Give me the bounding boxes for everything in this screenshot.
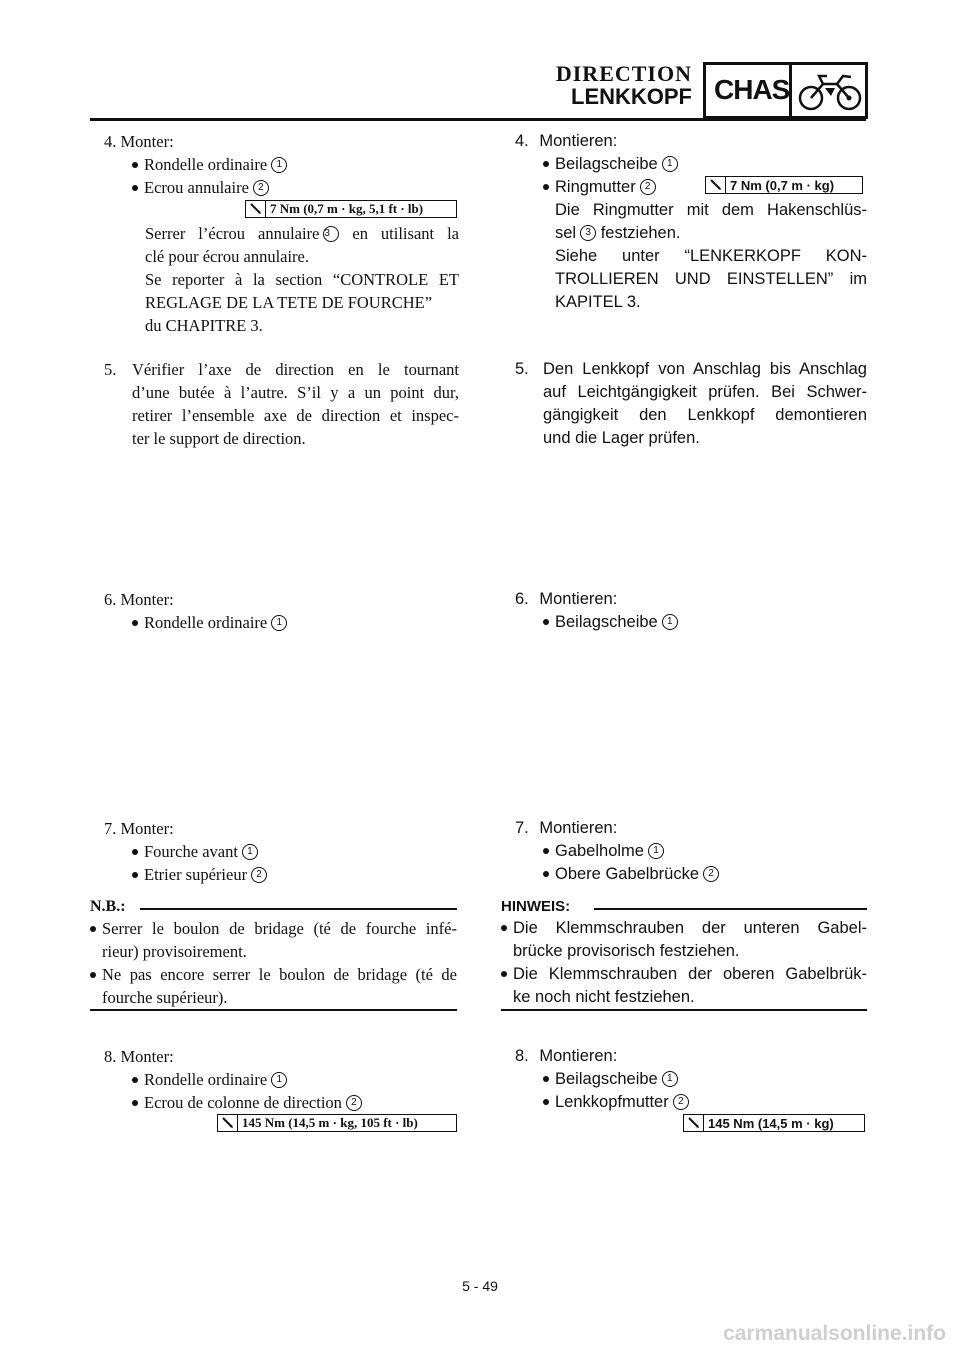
instruction-text: retirer l’ensemble axe de direction et inspec-: [132, 406, 459, 425]
step-number: 5.: [104, 360, 117, 379]
step-verb: Montieren:: [539, 1047, 618, 1065]
fr-step-6-item-1: [132, 611, 287, 634]
callout-number: 1: [271, 157, 287, 173]
step-number: 7.: [515, 819, 529, 837]
item-label: Ecrou annulaire: [144, 178, 249, 197]
instruction-text: Siehe unter “LENKERKOPF KON-: [555, 247, 867, 265]
torque-wrench-icon: [246, 201, 266, 217]
callout-number: 1: [271, 615, 287, 631]
instruction-text: gängigkeit den Lenkkopf demontieren: [543, 406, 867, 424]
note-text: Die Klemmschrauben der oberen Gabelbrük-: [513, 965, 867, 983]
note-rule: [140, 908, 457, 910]
fr-step-4-torque-spec: [245, 200, 457, 218]
note-text: rieur) provisoirement.: [102, 942, 247, 961]
fr-step-8: [104, 1045, 174, 1068]
de-step-8-torque-spec: [683, 1114, 865, 1132]
section-title-de: LENKKOPF: [571, 84, 692, 109]
de-step-4-item-1: [543, 153, 678, 176]
fr-note-heading: N.B.:: [90, 898, 126, 915]
bullet-icon: [132, 185, 138, 191]
bullet-icon: [132, 1077, 138, 1083]
torque-value: 145 Nm (14,5 m · kg, 105 ft · lb): [242, 1115, 418, 1130]
page-number: 5 - 49: [462, 1278, 498, 1294]
de-step-6-item-1: [543, 611, 678, 634]
step-verb: Montieren:: [539, 132, 618, 150]
bullet-icon: [132, 849, 138, 855]
step-number: 8.: [515, 1047, 529, 1065]
watermark: carmanualsonline.info: [723, 1322, 946, 1345]
item-label: Obere Gabelbrücke: [555, 865, 699, 883]
bullet-icon: [543, 848, 549, 854]
item-label: Ecrou de colonne de direction: [144, 1093, 342, 1112]
de-step-8-item-1: [543, 1068, 678, 1091]
instruction-text: Se reporter à la section “CONTROLE ET: [145, 270, 459, 289]
instruction-text: KAPITEL 3.: [555, 293, 641, 311]
fr-step-7-item-2: [132, 863, 267, 886]
torque-wrench-icon: [218, 1115, 238, 1131]
de-step-7: [515, 817, 617, 840]
fr-step-4-item-1: [132, 153, 287, 176]
step-verb: Monter:: [120, 1047, 174, 1066]
torque-wrench-icon: [706, 177, 726, 193]
callout-number: 2: [703, 866, 719, 882]
fr-note-body: [90, 917, 457, 1009]
item-label: Beilagscheibe: [555, 613, 658, 631]
callout-number: 1: [662, 156, 678, 172]
note-text: ke noch nicht festziehen.: [513, 988, 695, 1006]
callout-number: 3: [323, 226, 339, 242]
bullet-icon: [90, 972, 96, 978]
bullet-icon: [543, 619, 549, 625]
callout-number: 3: [580, 225, 596, 241]
item-label: Beilagscheibe: [555, 155, 658, 173]
fr-step-4: [104, 130, 459, 153]
de-step-7-item-2: [543, 863, 719, 886]
instruction-text: auf Leichtgängigkeit prüfen. Bei Schwer-: [543, 383, 867, 401]
callout-number: 1: [662, 614, 678, 630]
bullet-icon: [543, 871, 549, 877]
instruction-text: festziehen.: [600, 224, 681, 242]
bullet-icon: [501, 925, 507, 931]
instruction-text: Serrer l’écrou annulaire: [145, 224, 320, 243]
step-verb: Monter:: [120, 590, 174, 609]
instruction-text: du CHAPITRE 3.: [145, 316, 263, 335]
de-note-body: [501, 917, 867, 1009]
step-number: 5.: [515, 360, 529, 378]
step-number: 6.: [515, 590, 529, 608]
note-rule: [594, 908, 867, 910]
bullet-icon: [543, 184, 549, 190]
step-number: 8.: [104, 1047, 117, 1066]
step-verb: Montieren:: [539, 590, 618, 608]
instruction-text: Die Ringmutter mit dem Hakenschlüs-: [555, 201, 867, 219]
note-end-rule: [90, 1009, 457, 1011]
fr-step-8-torque-spec: [217, 1114, 457, 1132]
fr-step-8-item-2: [132, 1091, 362, 1114]
bullet-icon: [501, 971, 507, 977]
de-step-6: [515, 588, 617, 611]
step-number: 7.: [104, 819, 117, 838]
section-badge-label: CHAS: [714, 74, 790, 105]
step-verb: Monter:: [120, 819, 174, 838]
torque-value: 145 Nm (14,5 m · kg): [708, 1115, 834, 1131]
item-label: Fourche avant: [144, 842, 238, 861]
item-label: Etrier supérieur: [144, 865, 248, 884]
bullet-icon: [132, 1100, 138, 1106]
note-text: Die Klemmschrauben der unteren Gabel-: [513, 919, 867, 937]
fr-step-7-item-1: [132, 840, 258, 863]
bullet-icon: [543, 1076, 549, 1082]
fr-step-8-item-1: [132, 1068, 287, 1091]
instruction-text: Vérifier l’axe de direction en le tournant: [132, 360, 459, 379]
fr-step-4-instructions: [145, 222, 459, 337]
step-verb: Montieren:: [539, 819, 618, 837]
callout-number: 2: [251, 867, 267, 883]
bullet-icon: [132, 872, 138, 878]
step-number: 4.: [104, 132, 117, 151]
de-step-7-item-1: [543, 840, 664, 863]
callout-number: 1: [662, 1071, 678, 1087]
step-number: 6.: [104, 590, 117, 609]
item-label: Rondelle ordinaire: [144, 155, 268, 174]
de-step-8-item-2: [543, 1091, 689, 1114]
instruction-text: REGLAGE DE LA TETE DE FOURCHE”: [145, 293, 433, 312]
instruction-text: TROLLIEREN UND EINSTELLEN” im: [555, 270, 867, 288]
instruction-text: clé pour écrou annulaire.: [145, 247, 310, 266]
de-step-4-instructions: [555, 199, 867, 314]
bullet-icon: [543, 1099, 549, 1105]
fr-step-5: [104, 358, 459, 450]
item-label: Rondelle ordinaire: [144, 613, 268, 632]
item-label: Ringmutter: [555, 178, 636, 196]
callout-number: 2: [640, 179, 656, 195]
de-step-4-torque-spec: [705, 176, 863, 194]
fr-step-4-item-2: [132, 176, 269, 199]
note-text: Serrer le boulon de bridage (té de fourche infé-: [102, 919, 457, 938]
step-verb: Monter:: [120, 132, 174, 151]
callout-number: 2: [673, 1094, 689, 1110]
motorcycle-icon: [797, 68, 863, 114]
bullet-icon: [132, 162, 138, 168]
fr-step-6: [104, 588, 174, 611]
de-step-5: [515, 358, 867, 450]
callout-number: 1: [271, 1072, 287, 1088]
note-text: Ne pas encore serrer le boulon de bridage (té de: [102, 965, 457, 984]
instruction-text: Den Lenkkopf von Anschlag bis Anschlag: [543, 360, 867, 378]
instruction-text: d’une butée à l’autre. S’il y a un point dur,: [132, 383, 459, 402]
callout-number: 1: [648, 843, 664, 859]
section-title-fr: DIRECTION: [555, 61, 692, 86]
instruction-text: und die Lager prüfen.: [543, 429, 700, 447]
torque-value: 7 Nm (0,7 m · kg, 5,1 ft · lb): [270, 201, 424, 216]
item-label: Rondelle ordinaire: [144, 1070, 268, 1089]
section-badge-divider: [789, 62, 792, 119]
callout-number: 2: [346, 1095, 362, 1111]
instruction-text: ter le support de direction.: [132, 429, 306, 448]
item-label: Gabelholme: [555, 842, 644, 860]
instruction-text: sel: [555, 224, 577, 242]
de-step-8: [515, 1045, 617, 1068]
step-number: 4.: [515, 132, 529, 150]
de-step-4-item-2: [543, 176, 656, 199]
callout-number: 2: [253, 180, 269, 196]
bullet-icon: [543, 161, 549, 167]
de-note-heading: HINWEIS:: [501, 898, 571, 915]
item-label: Beilagscheibe: [555, 1070, 658, 1088]
torque-value: 7 Nm (0,7 m · kg): [730, 177, 835, 193]
item-label: Lenkkopfmutter: [555, 1093, 669, 1111]
bullet-icon: [132, 620, 138, 626]
instruction-text: en utilisant la: [352, 224, 459, 243]
fr-step-7: [104, 817, 174, 840]
note-end-rule: [501, 1009, 867, 1011]
bullet-icon: [90, 926, 96, 932]
de-step-4: [515, 130, 617, 153]
note-text: brücke provisorisch festziehen.: [513, 942, 740, 960]
note-text: fourche supérieur).: [102, 988, 228, 1007]
torque-wrench-icon: [684, 1115, 704, 1131]
callout-number: 1: [242, 844, 258, 860]
